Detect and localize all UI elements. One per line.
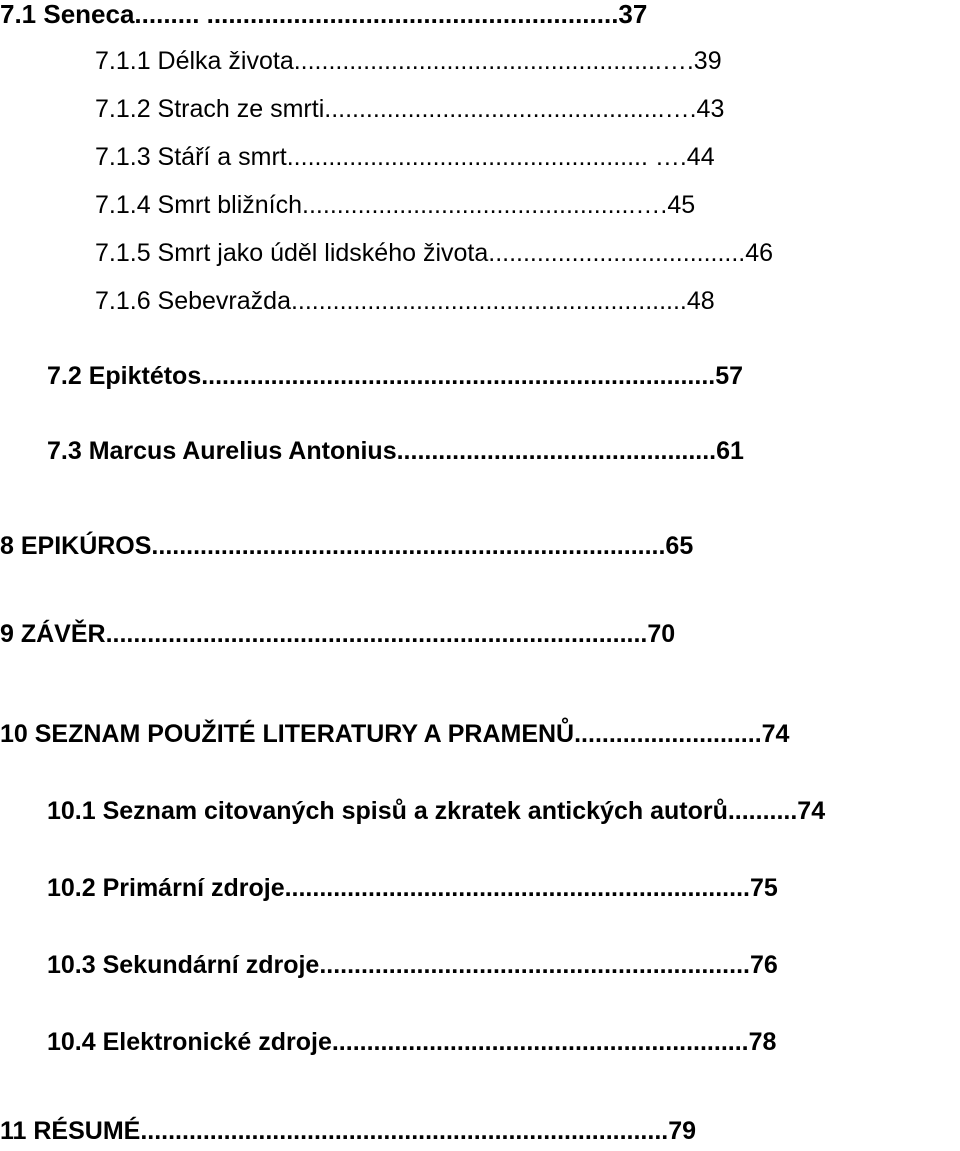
toc-entry-7-1-4: 7.1.4 Smrt bližních................................................….45: [95, 191, 696, 219]
toc-entry-10-1: 10.1 Seznam citovaných spisů a zkratek antických autorů..........74: [47, 797, 826, 825]
toc-entry-10-4: 10.4 Elektronické zdroje............................................................78: [47, 1028, 777, 1056]
toc-entry-10-2: 10.2 Primární zdroje...................................................................75: [47, 874, 778, 902]
toc-entry-7-3: 7.3 Marcus Aurelius Antonius..............................................61: [47, 437, 744, 465]
toc-entry-7-1-1: 7.1.1 Délka života.....................................................….39: [95, 47, 722, 75]
toc-entry-7-2: 7.2 Epiktétos..........................................................................57: [47, 362, 744, 390]
toc-entry-7-1-6: 7.1.6 Sebevražda.........................................................48: [95, 287, 715, 315]
toc-entry-7-1-2: 7.1.2 Strach ze smrti.................................................….43: [95, 95, 725, 123]
toc-entry-7-1-3: 7.1.3 Stáří a smrt.................................................... ….44: [95, 143, 715, 171]
toc-entry-7-1: 7.1 Seneca......... .........................................................37: [0, 0, 648, 29]
toc-entry-10: 10 SEZNAM POUŽITÉ LITERATURY A PRAMENŮ...........................74: [0, 720, 790, 748]
toc-entry-11: 11 RÉSUMÉ............................................................................79: [0, 1117, 697, 1145]
toc-entry-7-1-5: 7.1.5 Smrt jako úděl lidského života.....................................46: [95, 239, 774, 267]
toc-entry-8: 8 EPIKÚROS..........................................................................65: [0, 532, 694, 560]
toc-entry-10-3: 10.3 Sekundární zdroje..............................................................76: [47, 951, 778, 979]
toc-entry-9: 9 ZÁVĚR..............................................................................70: [0, 620, 676, 648]
